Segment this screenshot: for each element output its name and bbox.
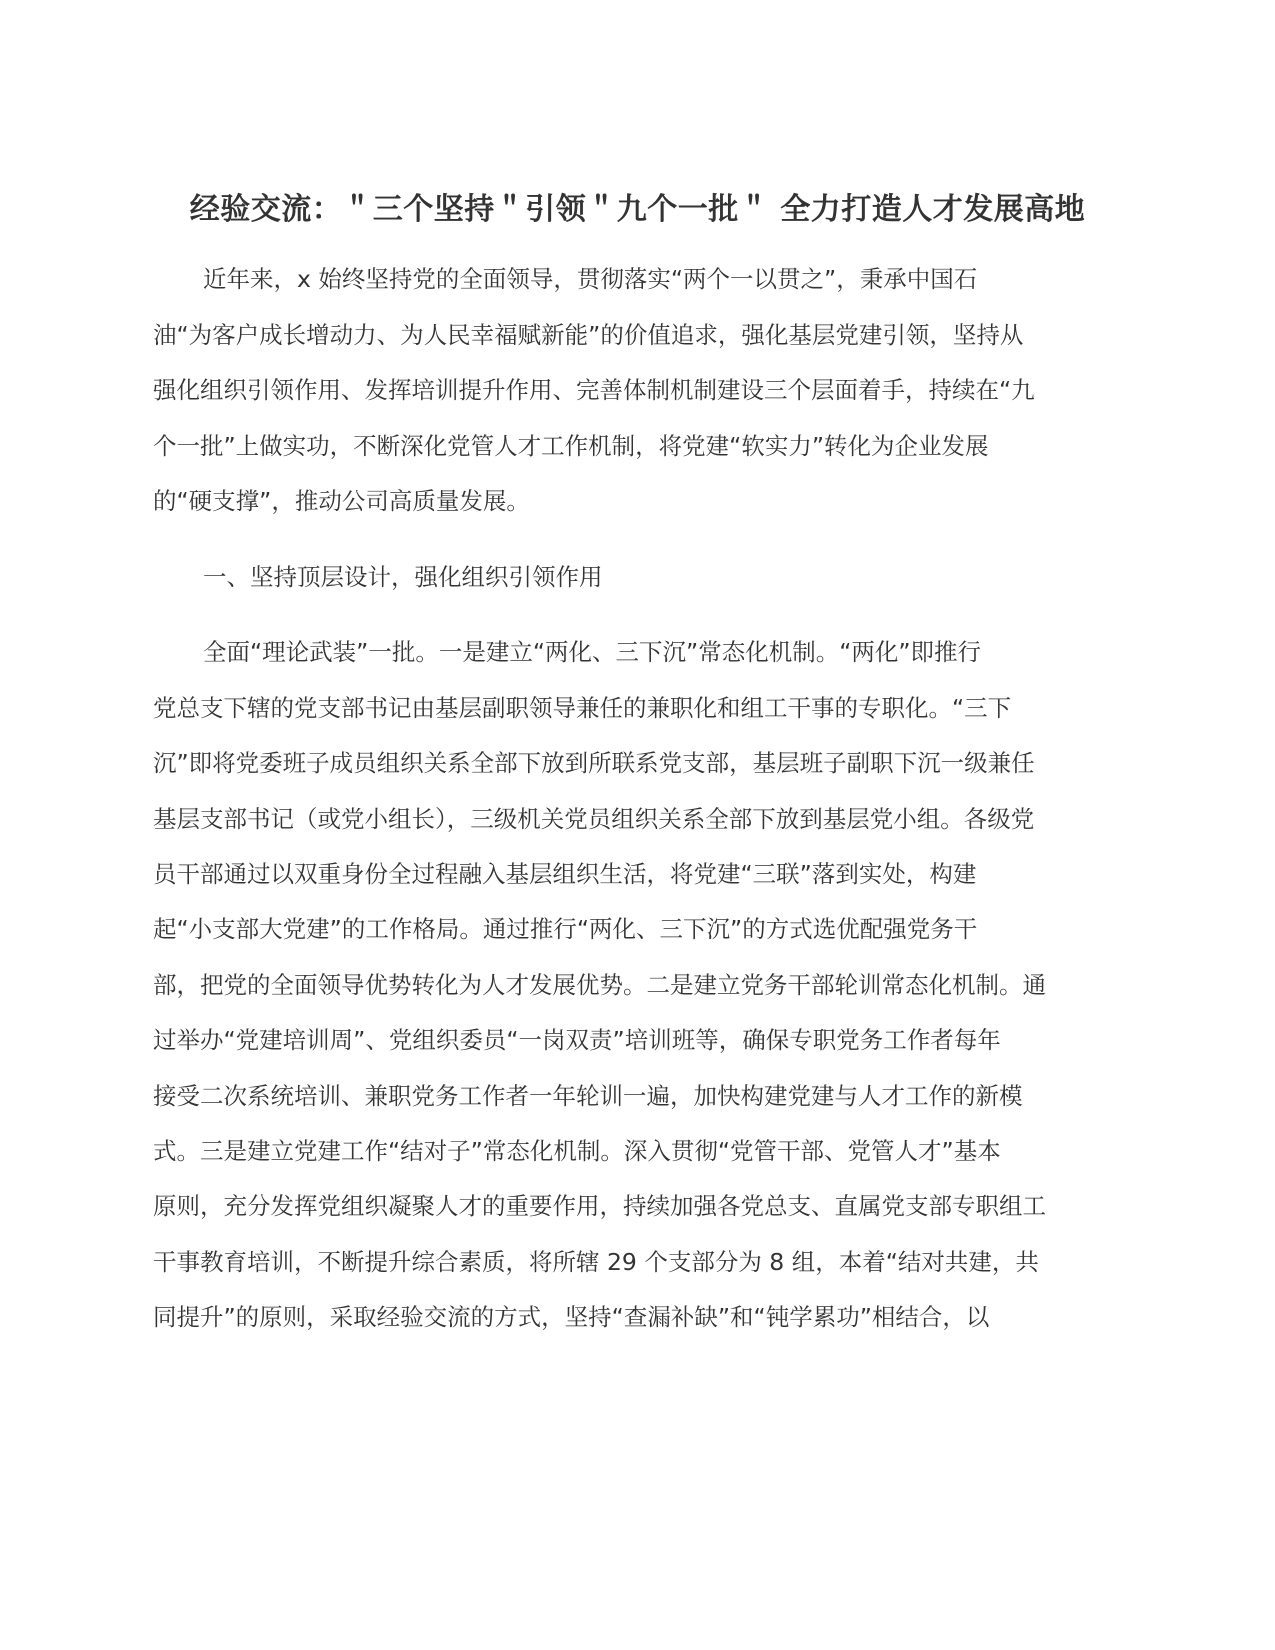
section-heading-1: 一、坚持顶层设计，强化组织引领作用 (203, 563, 603, 591)
paragraph-1-line-5: 的“硬支撑”，推动公司高质量发展。 (153, 487, 530, 515)
paragraph-2-line-10: 式。三是建立党建工作“结对子”常态化机制。深入贯彻“党管干部、党管人才”基本 (153, 1137, 1001, 1165)
paragraph-2-line-1: 全面“理论武装”一批。一是建立“两化、三下沉”常态化机制。“两化”即推行 (203, 638, 982, 666)
paragraph-2-line-5: 员干部通过以双重身份全过程融入基层组织生活，将党建“三联”落到实处，构建 (153, 860, 977, 888)
paragraph-2-line-7: 部，把党的全面领导优势转化为人才发展优势。二是建立党务干部轮训常态化机制。通 (153, 971, 1046, 999)
paragraph-2-line-2: 党总支下辖的党支部书记由基层副职领导兼任的兼职化和组工干事的专职化。“三下 (153, 694, 1012, 722)
paragraph-1-line-3: 强化组织引领作用、发挥培训提升作用、完善体制机制建设三个层面着手，持续在“九 (153, 376, 1035, 404)
paragraph-2-line-9: 接受二次系统培训、兼职党务工作者一年轮训一遍，加快构建党建与人才工作的新模 (153, 1082, 1023, 1110)
document-title: 经验交流：＂三个坚持＂引领＂九个一批＂ 全力打造人才发展高地 (189, 192, 1086, 227)
paragraph-2-line-8: 过举办“党建培训周”、党组织委员“一岗双责”培训班等，确保专职党务工作者每年 (153, 1026, 1001, 1054)
paragraph-2-line-3: 沉”即将党委班子成员组织关系全部下放到所联系党支部，基层班子副职下沉一级兼任 (153, 749, 1035, 777)
paragraph-2-line-6: 起“小支部大党建”的工作格局。通过推行“两化、三下沉”的方式选优配强党务干 (153, 915, 978, 943)
paragraph-1-line-1: 近年来，x 始终坚持党的全面领导，贯彻落实“两个一以贯之”，秉承中国石 (203, 265, 978, 293)
paragraph-1-line-4: 个一批”上做实功，不断深化党管人才工作机制，将党建“软实力”转化为企业发展 (153, 432, 989, 460)
paragraph-2-line-4: 基层支部书记（或党小组长），三级机关党员组织关系全部下放到基层党小组。各级党 (153, 805, 1035, 833)
paragraph-1-line-2: 油“为客户成长增动力、为人民幸福赋新能”的价值追求，强化基层党建引领，坚持从 (153, 321, 1024, 349)
paragraph-2-line-12: 干事教育培训，不断提升综合素质，将所辖 29 个支部分为 8 组，本着“结对共建，共 (153, 1248, 1039, 1276)
paragraph-2-line-13: 同提升”的原则，采取经验交流的方式，坚持“查漏补缺”和“钝学累功”相结合，以 (153, 1303, 990, 1331)
paragraph-2-line-11: 原则，充分发挥党组织凝聚人才的重要作用，持续加强各党总支、直属党支部专职组工 (153, 1192, 1046, 1220)
